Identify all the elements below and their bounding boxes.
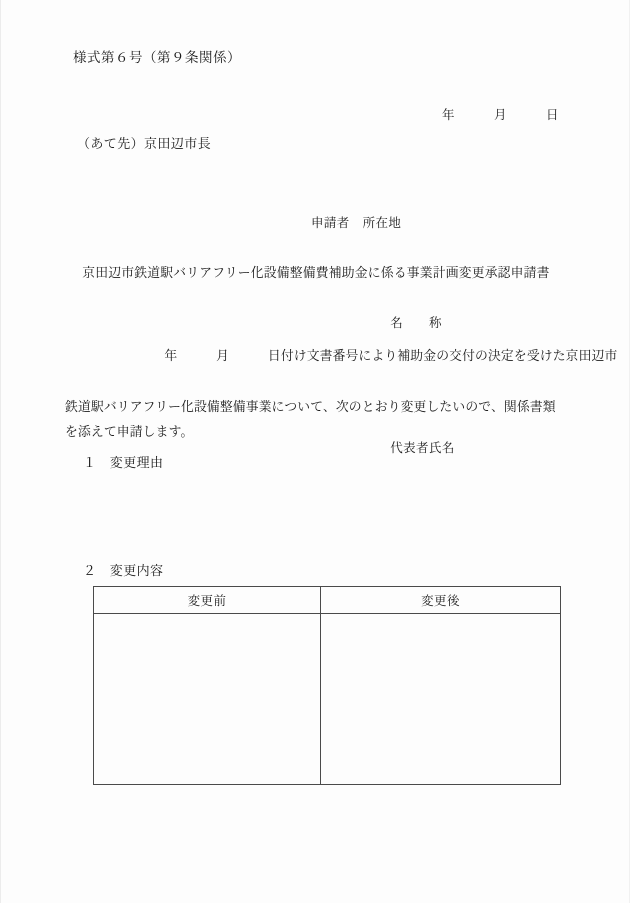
column-header-before: 変更前 [94,587,321,614]
table-row [94,614,561,785]
document-title: 京田辺市鉄道駅バリアフリー化設備整備費補助金に係る事業計画変更承認申請書 [82,266,550,281]
body-line-1-date: 年 月 [164,348,268,364]
cell-after[interactable] [321,614,561,785]
body-line-3: を添えて申請します。 [65,425,194,440]
change-table-body [94,614,561,785]
addressee-line: （あて先）京田辺市長 [77,137,212,152]
change-table [93,586,561,785]
section-heading-details: ２ 変更内容 [83,564,164,579]
applicant-name-label: 名 称 [390,315,442,330]
applicant-location-label: 申請者 所在地 [311,215,402,230]
column-header-after: 変更後 [321,587,561,614]
cell-before[interactable] [94,614,321,785]
section-heading-reason: １ 変更理由 [83,456,164,471]
change-table-header-row [94,587,561,614]
body-line-1-text: 日付け文書番号により補助金の交付の決定を受けた京田辺市 [267,348,618,364]
body-paragraph [65,318,618,446]
date-line: 年 月 日 [441,107,559,122]
form-number-heading: 様式第６号（第９条関係） [73,50,241,66]
body-line-2: 鉄道駅バリアフリー化設備整備事業について、次のとおり変更したいので、関係書類 [65,399,556,415]
applicant-representative-label: 代表者氏名 [390,440,455,455]
body-line-1 [65,318,618,395]
change-table-head [94,587,561,614]
